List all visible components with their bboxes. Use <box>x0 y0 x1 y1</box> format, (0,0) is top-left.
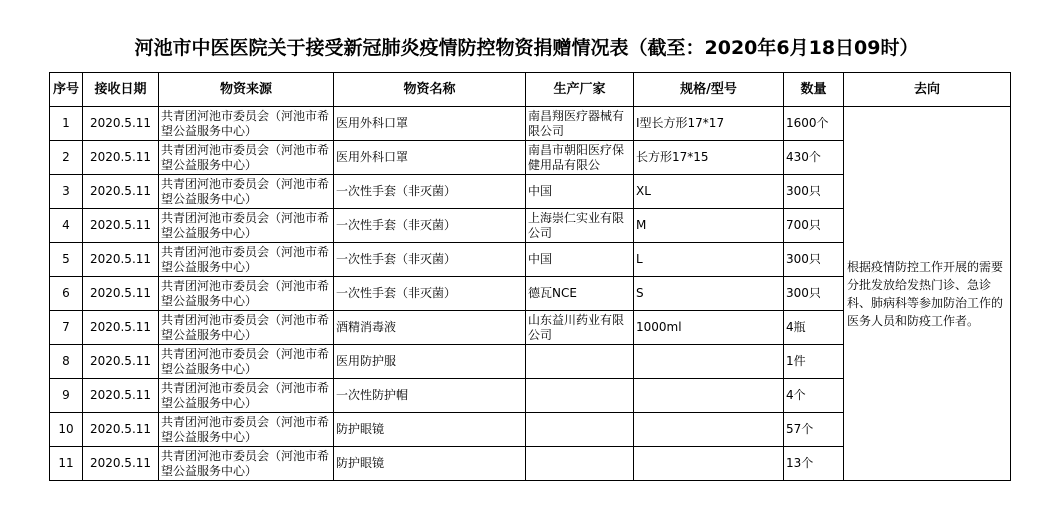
cell-seq-text: 9 <box>62 388 70 402</box>
cell-qty-text: 1件 <box>786 354 806 368</box>
cell-date-text: 2020.5.11 <box>89 184 152 198</box>
header-spec: 规格/型号 <box>634 73 784 107</box>
cell-spec <box>634 345 784 379</box>
cell-spec-text: 长方形17*15 <box>636 150 709 164</box>
cell-seq <box>50 311 83 345</box>
cell-seq-text: 10 <box>58 422 74 436</box>
cell-spec-text: XL <box>636 184 651 198</box>
cell-name-text: 防护眼镜 <box>336 456 385 470</box>
cell-date <box>83 107 159 141</box>
cell-date <box>83 345 159 379</box>
cell-date-text: 2020.5.11 <box>89 388 152 402</box>
cell-name-text: 一次性手套（非灭菌） <box>336 286 457 300</box>
cell-seq <box>50 243 83 277</box>
cell-maker <box>526 107 634 141</box>
cell-maker <box>526 413 634 447</box>
cell-qty-text: 1600个 <box>786 116 829 130</box>
cell-source <box>159 243 334 277</box>
cell-spec <box>634 447 784 481</box>
cell-name <box>334 107 526 141</box>
cell-source-text: 共青团河池市委员会（河池市希望公益服务中心） <box>161 312 330 342</box>
cell-date <box>83 311 159 345</box>
cell-seq-text: 5 <box>62 252 70 266</box>
cell-seq <box>50 277 83 311</box>
cell-qty-text: 300只 <box>786 252 821 266</box>
cell-maker-text: 中国 <box>528 184 553 198</box>
cell-source-text: 共青团河池市委员会（河池市希望公益服务中心） <box>161 448 330 478</box>
cell-date <box>83 447 159 481</box>
cell-date <box>83 413 159 447</box>
cell-seq <box>50 175 83 209</box>
cell-qty <box>784 379 844 413</box>
cell-name-text: 一次性手套（非灭菌） <box>336 252 457 266</box>
cell-date-text: 2020.5.11 <box>89 286 152 300</box>
cell-name-text: 一次性手套（非灭菌） <box>336 218 457 232</box>
cell-source <box>159 345 334 379</box>
cell-date-text: 2020.5.11 <box>89 320 152 334</box>
cell-maker-text: 南昌翔医疗器械有限公司 <box>528 108 625 138</box>
header-name: 物资名称 <box>334 73 526 107</box>
cell-source <box>159 277 334 311</box>
cell-name-text: 一次性手套（非灭菌） <box>336 184 457 198</box>
cell-maker <box>526 345 634 379</box>
header-source: 物资来源 <box>159 73 334 107</box>
cell-spec-text: 1000ml <box>636 320 682 334</box>
cell-name <box>334 209 526 243</box>
cell-qty-text: 57个 <box>786 422 814 436</box>
cell-spec <box>634 311 784 345</box>
cell-date <box>83 379 159 413</box>
cell-source-text: 共青团河池市委员会（河池市希望公益服务中心） <box>161 210 330 240</box>
cell-date-text: 2020.5.11 <box>89 456 152 470</box>
cell-qty <box>784 141 844 175</box>
cell-date-text: 2020.5.11 <box>89 422 152 436</box>
header-row <box>50 73 1011 107</box>
cell-source-text: 共青团河池市委员会（河池市希望公益服务中心） <box>161 176 330 206</box>
cell-date <box>83 175 159 209</box>
cell-qty <box>784 447 844 481</box>
cell-maker-text: 德瓦NCE <box>528 286 577 300</box>
cell-name-text: 医用外科口罩 <box>336 150 409 164</box>
cell-qty <box>784 243 844 277</box>
cell-maker <box>526 379 634 413</box>
cell-seq-text: 7 <box>62 320 70 334</box>
cell-source-text: 共青团河池市委员会（河池市希望公益服务中心） <box>161 380 330 410</box>
cell-spec-text: I型长方形17*17 <box>636 116 725 130</box>
cell-qty-text: 300只 <box>786 286 821 300</box>
cell-maker <box>526 243 634 277</box>
cell-spec <box>634 175 784 209</box>
cell-maker-text: 山东益川药业有限公司 <box>528 312 625 342</box>
header-dest: 去向 <box>844 73 1011 107</box>
cell-qty-text: 700只 <box>786 218 821 232</box>
cell-source <box>159 107 334 141</box>
cell-seq-text: 2 <box>62 150 70 164</box>
cell-date-text: 2020.5.11 <box>89 150 152 164</box>
cell-seq-text: 3 <box>62 184 70 198</box>
cell-spec-text: L <box>636 252 643 266</box>
cell-source-text: 共青团河池市委员会（河池市希望公益服务中心） <box>161 244 330 274</box>
page-title: 河池市中医医院关于接受新冠肺炎疫情防控物资捐赠情况表（截至：2020年6月18日09时） <box>134 37 919 59</box>
cell-name <box>334 345 526 379</box>
cell-qty <box>784 311 844 345</box>
cell-source <box>159 311 334 345</box>
cell-qty <box>784 345 844 379</box>
cell-qty <box>784 209 844 243</box>
cell-qty-text: 13个 <box>786 456 814 470</box>
cell-source <box>159 175 334 209</box>
cell-spec <box>634 379 784 413</box>
cell-spec <box>634 209 784 243</box>
cell-maker <box>526 447 634 481</box>
cell-name-text: 医用外科口罩 <box>336 116 409 130</box>
cell-source <box>159 447 334 481</box>
cell-spec-text: S <box>636 286 644 300</box>
cell-spec-text: M <box>636 218 647 232</box>
cell-qty <box>784 277 844 311</box>
cell-date-text: 2020.5.11 <box>89 354 152 368</box>
cell-maker-text: 上海崇仁实业有限公司 <box>528 210 625 240</box>
cell-name-text: 医用防护服 <box>336 354 397 368</box>
cell-spec <box>634 413 784 447</box>
cell-date <box>83 277 159 311</box>
cell-name <box>334 379 526 413</box>
cell-name <box>334 175 526 209</box>
cell-seq-text: 11 <box>58 456 74 470</box>
cell-maker <box>526 311 634 345</box>
cell-date <box>83 243 159 277</box>
cell-date-text: 2020.5.11 <box>89 218 152 232</box>
cell-qty-text: 300只 <box>786 184 821 198</box>
cell-source-text: 共青团河池市委员会（河池市希望公益服务中心） <box>161 108 330 138</box>
cell-date <box>83 209 159 243</box>
cell-maker-text: 南昌市朝阳医疗保健用品有限公 <box>528 142 625 172</box>
cell-spec <box>634 243 784 277</box>
header-qty: 数量 <box>784 73 844 107</box>
cell-name <box>334 243 526 277</box>
cell-source-text: 共青团河池市委员会（河池市希望公益服务中心） <box>161 278 330 308</box>
cell-maker <box>526 209 634 243</box>
donation-table <box>49 72 1011 481</box>
cell-source <box>159 209 334 243</box>
cell-source <box>159 141 334 175</box>
header-date: 接收日期 <box>83 73 159 107</box>
cell-seq-text: 1 <box>62 116 70 130</box>
cell-name <box>334 141 526 175</box>
cell-name <box>334 447 526 481</box>
cell-name-text: 一次性防护帽 <box>336 388 409 402</box>
cell-name-text: 防护眼镜 <box>336 422 385 436</box>
cell-spec <box>634 141 784 175</box>
cell-seq <box>50 447 83 481</box>
cell-qty <box>784 413 844 447</box>
cell-qty <box>784 175 844 209</box>
header-maker: 生产厂家 <box>526 73 634 107</box>
cell-seq <box>50 379 83 413</box>
cell-name <box>334 413 526 447</box>
cell-qty <box>784 107 844 141</box>
cell-spec <box>634 277 784 311</box>
cell-maker <box>526 277 634 311</box>
cell-source <box>159 413 334 447</box>
table-row <box>50 107 1011 141</box>
cell-source <box>159 379 334 413</box>
cell-qty-text: 4瓶 <box>786 320 806 334</box>
cell-qty-text: 430个 <box>786 150 821 164</box>
cell-source-text: 共青团河池市委员会（河池市希望公益服务中心） <box>161 346 330 376</box>
cell-seq <box>50 107 83 141</box>
cell-source-text: 共青团河池市委员会（河池市希望公益服务中心） <box>161 414 330 444</box>
cell-maker <box>526 141 634 175</box>
cell-destination: 根据疫情防控工作开展的需要分批发放给发热门诊、急诊科、肺病科等参加防治工作的医务人员和防疫工作者。 <box>844 107 1011 481</box>
cell-maker-text: 中国 <box>528 252 553 266</box>
cell-seq-text: 6 <box>62 286 70 300</box>
cell-seq <box>50 413 83 447</box>
header-seq: 序号 <box>50 73 83 107</box>
cell-seq <box>50 209 83 243</box>
cell-seq-text: 8 <box>62 354 70 368</box>
cell-spec <box>634 107 784 141</box>
cell-seq-text: 4 <box>62 218 70 232</box>
cell-maker <box>526 175 634 209</box>
cell-name-text: 酒精消毒液 <box>336 320 397 334</box>
cell-source-text: 共青团河池市委员会（河池市希望公益服务中心） <box>161 142 330 172</box>
cell-date-text: 2020.5.11 <box>89 252 152 266</box>
cell-seq <box>50 141 83 175</box>
cell-seq <box>50 345 83 379</box>
cell-date-text: 2020.5.11 <box>89 116 152 130</box>
cell-name <box>334 311 526 345</box>
cell-name <box>334 277 526 311</box>
cell-date <box>83 141 159 175</box>
cell-qty-text: 4个 <box>786 388 806 402</box>
